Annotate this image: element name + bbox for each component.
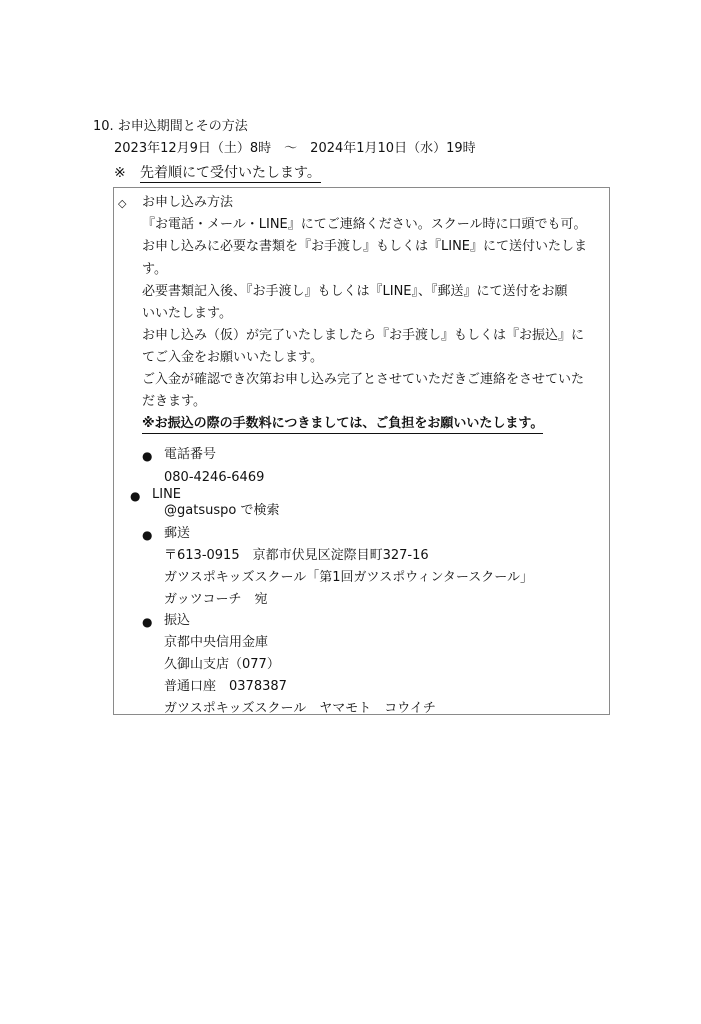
line-label: LINE (152, 487, 182, 502)
transfer-label: 振込 (164, 613, 191, 628)
method-line-2: お申し込みに必要な書類を『お手渡し』もしくは『LINE』にて送付いたしま (142, 239, 588, 254)
bank-branch: 久御山支店（077） (164, 657, 280, 672)
method-line-4: 必要書類記入後、『お手渡し』もしくは『LINE』、『郵送』にて送付をお願 (142, 284, 568, 299)
method-line-1: 『お電話・メール・LINE』にてご連絡ください。スクール時に口頭でも可。 (142, 217, 587, 232)
bank-name: 京都中央信用金庫 (164, 635, 269, 650)
account-holder: ガツスポキッズスクール ヤマモト コウイチ (164, 701, 436, 716)
method-line-9: だきます。 (142, 394, 206, 409)
method-line-8: ご入金が確認でき次第お申し込み完了とさせていただきご連絡をさせていた (142, 372, 585, 387)
bullet-line: ● (130, 489, 141, 503)
application-method-box (113, 187, 610, 715)
diamond-marker: ◇ (118, 197, 127, 210)
mail-recipient-org: ガツスポキッズスクール「第1回ガツスポウィンタースクール」 (164, 570, 534, 585)
mail-recipient-name: ガッツコーチ 宛 (164, 592, 268, 607)
method-line-6: お申し込み（仮）が完了いたしましたら『お手渡し』もしくは『お振込』に (142, 328, 585, 343)
bullet-phone: ● (142, 449, 153, 463)
fee-note: ※お振込の際の手数料につきましては、ご負担をお願いいたします。 (142, 416, 543, 434)
method-line-7: てご入金をお願いいたします。 (142, 350, 323, 365)
method-line-5: いいたします。 (142, 306, 232, 321)
mail-label: 郵送 (164, 526, 191, 541)
note-text: 先着順にて受付いたします。 (140, 165, 321, 181)
method-title: お申し込み方法 (142, 195, 234, 210)
phone-label: 電話番号 (164, 447, 217, 462)
phone-value: 080-4246-6469 (164, 470, 265, 485)
note-mark: ※ (114, 165, 126, 181)
mail-address: 〒613-0915 京都市伏見区淀際目町327-16 (164, 548, 429, 563)
bullet-transfer: ● (142, 615, 153, 629)
bullet-mail: ● (142, 528, 153, 542)
first-come-note (114, 165, 321, 181)
application-period: 2023年12月9日（土）8時 ～ 2024年1月10日（水）19時 (114, 141, 476, 156)
section-heading: 10. お申込期間とその方法 (93, 119, 248, 134)
method-line-3: す。 (142, 262, 167, 277)
line-value: @gatsuspo で検索 (164, 503, 280, 518)
bank-account: 普通口座 0378387 (164, 679, 287, 694)
